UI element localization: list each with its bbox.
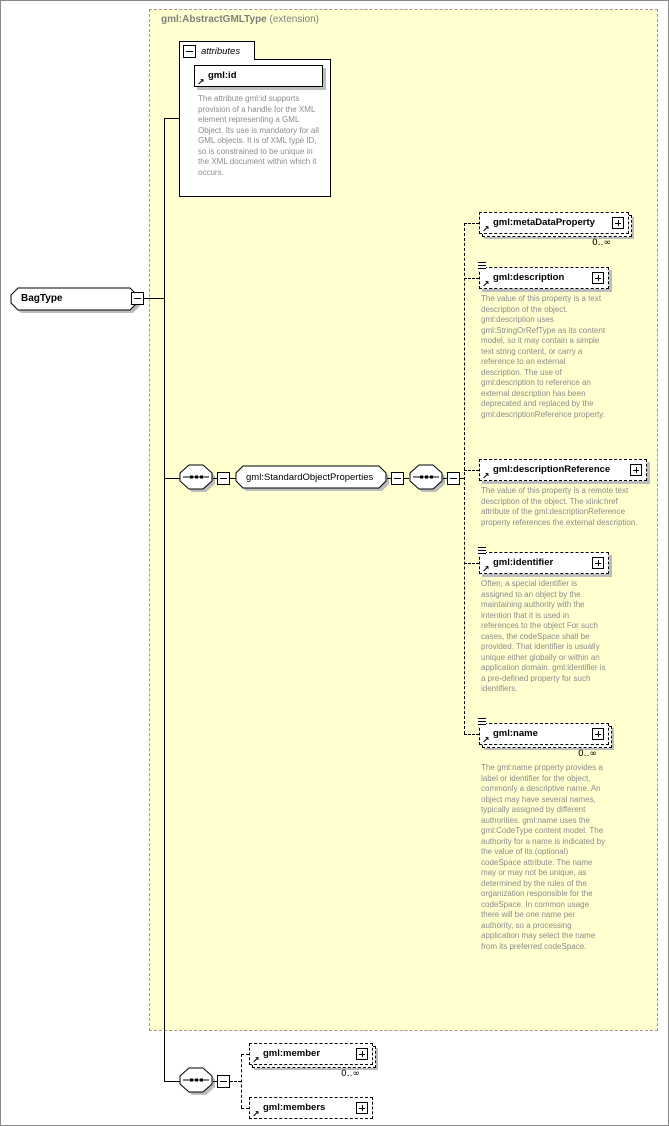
expand-icon[interactable] <box>592 272 604 284</box>
collapse-icon[interactable] <box>131 292 144 305</box>
expand-icon[interactable] <box>592 728 604 740</box>
element-label: gml:descriptionReference <box>493 464 611 475</box>
collapse-icon[interactable] <box>217 1075 230 1088</box>
expand-icon[interactable] <box>630 464 642 476</box>
element-gml-name[interactable] <box>479 723 609 745</box>
annotation-icon <box>478 718 486 726</box>
reference-arrow-icon: ↗ <box>252 1056 260 1066</box>
connector-line <box>464 734 479 735</box>
element-label: gml:member <box>263 1048 321 1059</box>
occurrence-label: 0..∞ <box>341 1069 360 1079</box>
connector-line <box>464 563 479 564</box>
connector-line <box>164 1081 180 1082</box>
element-gml-description-doc: The value of this property is a text description of the object. gml:description uses gml:StringOrRefType as its content model, so it may contain a simple text string content, or carry a reference to an external description. The use of gml:description to reference an external description has been deprecated and replaced by the gml:descriptionReference property. <box>481 294 606 419</box>
connector-line <box>230 1081 241 1082</box>
sequence-icon <box>409 464 449 496</box>
element-label: gml:description <box>493 272 565 283</box>
element-gml-descriptionreference[interactable] <box>479 459 647 481</box>
element-label: gml:members <box>263 1102 326 1113</box>
connector-line <box>144 298 164 299</box>
connector-line <box>241 1108 249 1109</box>
connector-line <box>464 223 465 734</box>
connector-line <box>241 1054 242 1108</box>
occurrence-label: 0..∞ <box>592 238 611 248</box>
element-label: gml:metaDataProperty <box>493 217 595 228</box>
group-label[interactable]: gml:StandardObjectProperties <box>246 472 374 483</box>
connector-line <box>464 470 479 471</box>
connector-line <box>464 278 479 279</box>
annotation-icon <box>478 547 486 555</box>
annotation-icon <box>478 262 486 270</box>
reference-arrow-icon: ↗ <box>482 280 490 290</box>
root-element-label[interactable]: BagType <box>21 293 63 304</box>
connector-line <box>464 223 479 224</box>
collapse-icon[interactable] <box>217 472 230 485</box>
element-label: gml:identifier <box>493 557 554 568</box>
attribute-gml-id-doc: The attribute gml:id supports provision of a handle for the XML element representing a GML Object. Its use is mandatory for all GML objects. It is of XML type ID, so is constrained to be unique in the XML document within which it occurs. <box>198 94 319 177</box>
expand-icon[interactable] <box>356 1048 368 1060</box>
reference-arrow-icon: ↗ <box>482 736 490 746</box>
base-type-name: gml:AbstractGMLType <box>161 14 267 25</box>
connector-line <box>164 478 180 479</box>
connector-line <box>164 118 165 1081</box>
expand-icon[interactable] <box>356 1102 368 1114</box>
attribute-gml-id[interactable] <box>194 65 323 87</box>
collapse-icon[interactable] <box>391 472 404 485</box>
attribute-label: gml:id <box>208 70 237 81</box>
sequence-icon <box>179 464 219 496</box>
element-label: gml:name <box>493 728 538 739</box>
collapse-icon[interactable] <box>447 472 460 485</box>
reference-arrow-icon: ↗ <box>482 565 490 575</box>
reference-arrow-icon: ↗ <box>197 78 205 88</box>
element-gml-member[interactable] <box>249 1043 373 1065</box>
connector-line <box>164 118 180 119</box>
derivation-kind: (extension) <box>266 14 319 25</box>
attributes-label: attributes <box>201 46 241 57</box>
expand-icon[interactable] <box>592 557 604 569</box>
connector-line <box>241 1054 249 1055</box>
element-gml-description[interactable] <box>479 267 609 289</box>
reference-arrow-icon: ↗ <box>482 225 490 235</box>
attributes-tab <box>179 41 255 60</box>
element-gml-descriptionreference-doc: The value of this property is a remote text description of the object. The xlink:href attribute of the gml:descriptionReference property references the external description. <box>481 486 638 527</box>
extension-frame-title <box>161 14 319 25</box>
reference-arrow-icon: ↗ <box>252 1110 260 1120</box>
reference-arrow-icon: ↗ <box>482 472 490 482</box>
collapse-icon[interactable] <box>183 45 196 58</box>
element-gml-members[interactable] <box>249 1097 373 1119</box>
occurrence-label: 0..∞ <box>578 749 597 759</box>
expand-icon[interactable] <box>612 217 624 229</box>
sequence-icon <box>179 1067 219 1099</box>
element-gml-name-doc: The gml:name property provides a label or identifier for the object, commonly a descriptive name. An object may have several names, typically assigned by different authorities. gml:name uses the gml:CodeType content model. The authority for a name is indicated by the value of its (optional) codeSpace attribute. The name may or may not be unique, as determined by the rules of the organization responsible for the codeSpace. In common usage there will be one name per authority, so a processing application may select the name from its preferred codeSpace. <box>481 763 606 951</box>
element-gml-identifier[interactable] <box>479 552 609 574</box>
element-gml-identifier-doc: Often, a special identifier is assigned to an object by the maintaining authority with the intention that it is used in references to the object For such cases, the codeSpace shall be provided. That identifier is usually unique either globally or within an application domain. gml:identifier is a pre-defined property for such identifiers. <box>481 579 606 693</box>
element-gml-metadataproperty[interactable] <box>479 212 629 234</box>
